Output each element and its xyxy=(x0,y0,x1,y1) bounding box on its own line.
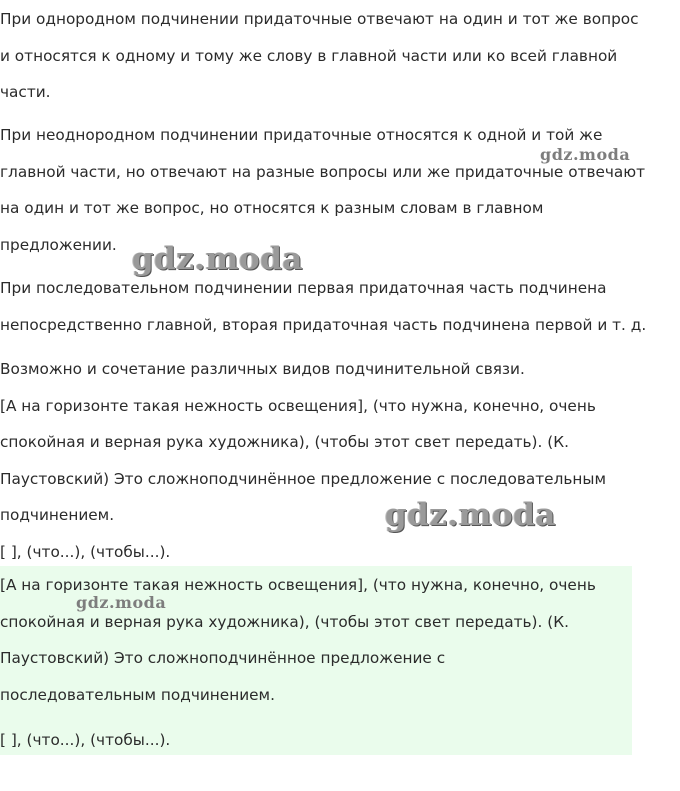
answer-line: спокойная и верная рука художника), (чтобы этот свет передать). (К. xyxy=(0,612,569,631)
paragraph-example xyxy=(0,351,606,570)
text-line: главной части, но отвечают на разные вопросы или же придаточные отвечают xyxy=(0,162,646,181)
text-line: непосредственно главной, вторая придаточная часть подчинена первой и т. д. xyxy=(0,315,647,334)
paragraph-sequential xyxy=(0,270,646,343)
watermark-logo: gdz.moda xyxy=(132,241,303,277)
answer-scheme: [ ], (что...), (чтобы...). xyxy=(0,731,171,749)
text-line: предложении. xyxy=(0,235,117,254)
watermark-logo: gdz.moda xyxy=(385,497,556,533)
answer-block xyxy=(0,566,632,759)
text-line: подчинением. xyxy=(0,506,115,524)
text-line: и относятся к одному и тому же слову в главной части или ко всей главной xyxy=(0,46,618,65)
text-line: части. xyxy=(0,83,51,101)
answer-line: Паустовский) Это сложноподчинённое предложение с xyxy=(0,649,446,667)
watermark-logo: gdz.moda xyxy=(76,593,167,612)
text-line: При однородном подчинении придаточные отвечают на один и тот же вопрос xyxy=(0,10,639,28)
paragraph-heterogeneous xyxy=(0,117,645,263)
text-line: При неоднородном подчинении придаточные относятся к одной и той же xyxy=(0,126,603,144)
text-line: Паустовский) Это сложноподчинённое предложение с последовательным xyxy=(0,469,606,488)
text-line: на один и тот же вопрос, но относятся к разным словам в главном xyxy=(0,199,544,217)
answer-line: [А на горизонте такая нежность освещения], (что нужна, конечно, очень xyxy=(0,576,596,594)
text-line: При последовательном подчинении первая придаточная часть подчинена xyxy=(0,279,607,297)
text-line: [А на горизонте такая нежность освещения], (что нужна, конечно, очень xyxy=(0,396,596,415)
paragraph-homogeneous xyxy=(0,1,639,111)
answer-line: последовательным подчинением. xyxy=(0,685,275,704)
text-line: спокойная и верная рука художника), (чтобы этот свет передать). (К. xyxy=(0,433,569,451)
text-line: Возможно и сочетание различных видов подчинительной связи. xyxy=(0,360,525,378)
scheme-line: [ ], (что...), (чтобы...). xyxy=(0,542,171,561)
watermark-logo: gdz.moda xyxy=(540,145,631,164)
